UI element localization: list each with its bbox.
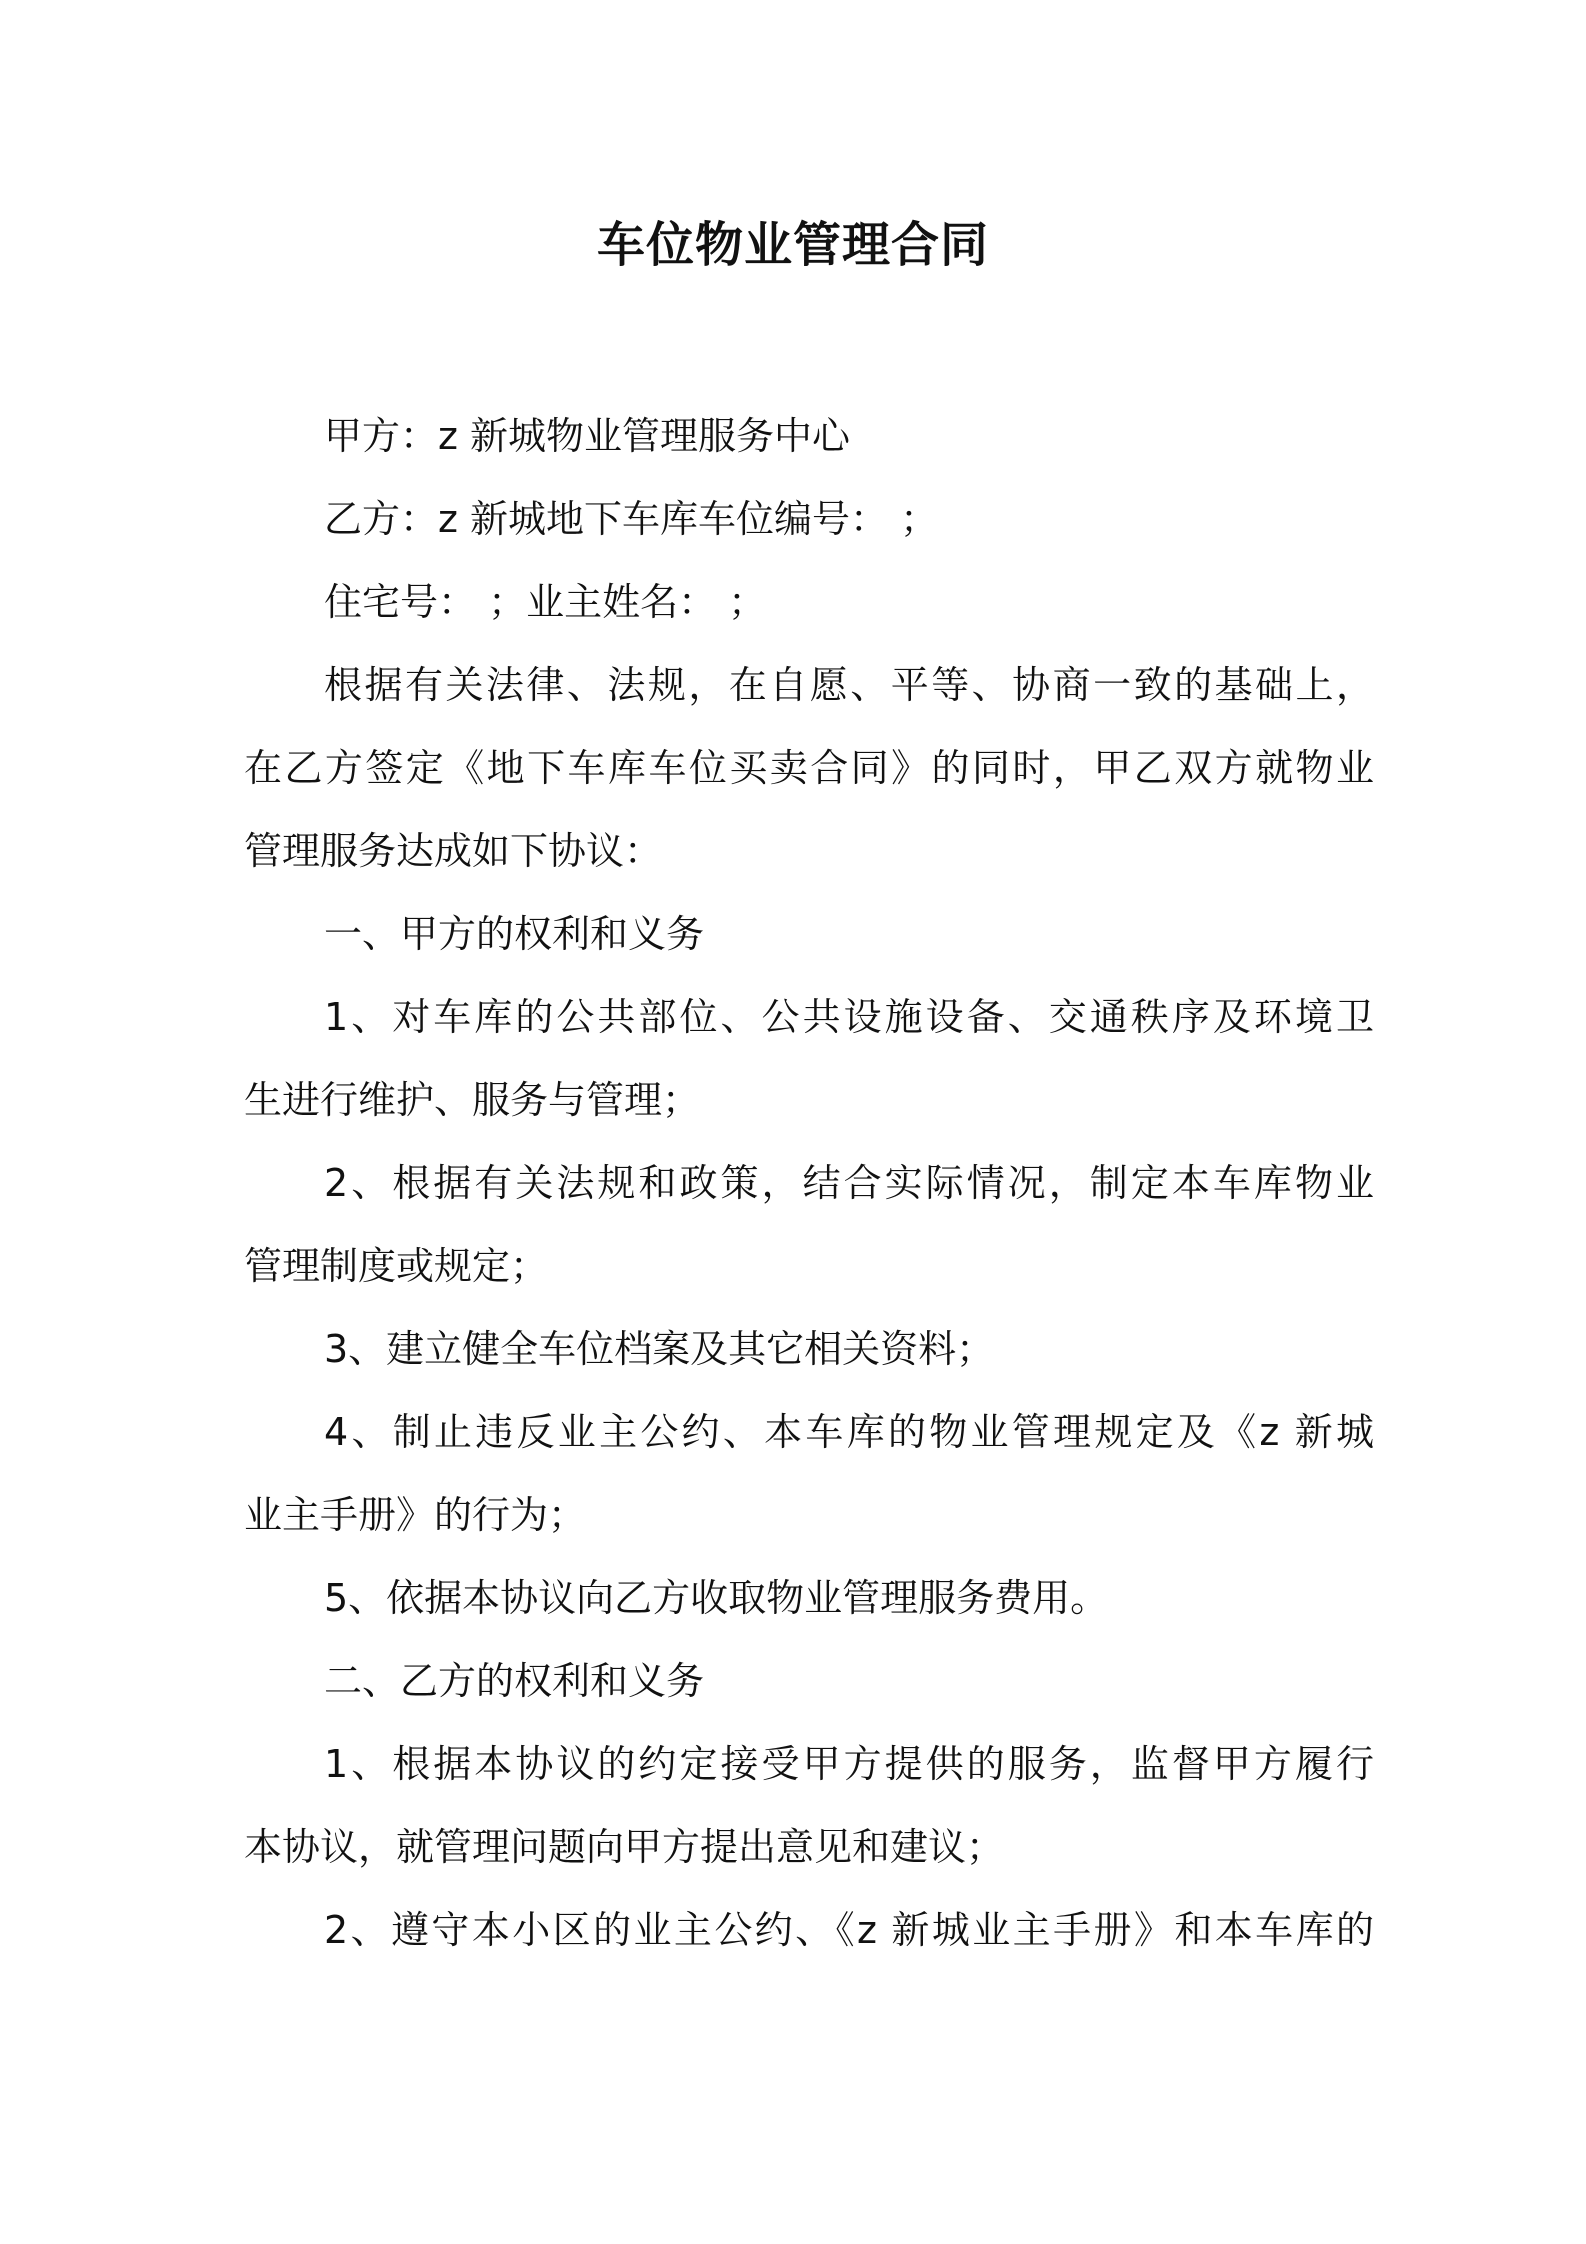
clause-a2-line-2: 管理制度或规定； [244,1244,549,1288]
clause-a4-line-1: 4、制止违反业主公约、本车库的物业管理规定及《z 新城 [324,1410,1374,1454]
clause-b1-line-1: 1、根据本协议的约定接受甲方提供的服务，监督甲方履行 [324,1742,1374,1786]
section-1-heading: 一、甲方的权利和义务 [324,912,705,956]
preamble-line-1: 根据有关法律、法规，在自愿、平等、协商一致的基础上， [324,663,1374,707]
clause-a1-line-1: 1、对车库的公共部位、公共设施设备、交通秩序及环境卫 [324,995,1374,1039]
clause-a3: 3、建立健全车位档案及其它相关资料； [324,1327,995,1371]
party-a-line: 甲方：z 新城物业管理服务中心 [324,414,851,458]
clause-a2-line-1: 2、根据有关法规和政策，结合实际情况，制定本车库物业 [324,1161,1374,1205]
residence-line: 住宅号： ；业主姓名： ； [324,580,767,624]
preamble-line-2: 在乙方签定《地下车库车位买卖合同》的同时，甲乙双方就物业 [244,746,1374,790]
party-b-line: 乙方：z 新城地下车库车位编号： ； [324,497,939,541]
clause-a4-line-2: 业主手册》的行为； [244,1493,587,1537]
clause-a1-line-2: 生进行维护、服务与管理； [244,1078,701,1122]
clause-a5: 5、依据本协议向乙方收取物业管理服务费用。 [324,1576,1109,1620]
document-title: 车位物业管理合同 [596,217,989,273]
clause-b2-line-1: 2、遵守本小区的业主公约、《z 新城业主手册》和本车库的 [324,1908,1374,1952]
preamble-line-3: 管理服务达成如下协议： [244,829,663,873]
clause-b1-line-2: 本协议，就管理问题向甲方提出意见和建议； [244,1825,1005,1869]
section-2-heading: 二、乙方的权利和义务 [324,1659,705,1703]
